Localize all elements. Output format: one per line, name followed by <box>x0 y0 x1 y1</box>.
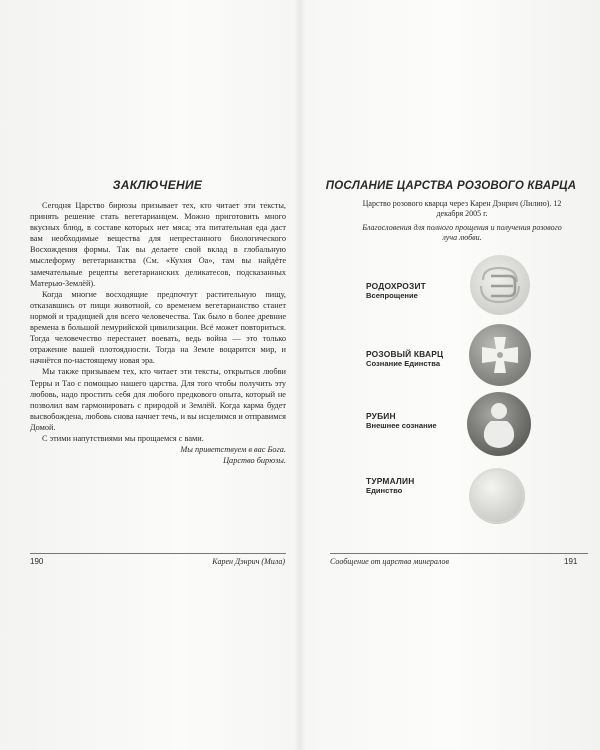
paragraph: Сегодня Царство бирюзы призывает тех, кто читает эти тексты, принять решение стать вегетарианцем. Можно приготовить много вкусных блюд, в составе которых нет мяса; эта питательная еда даст вам необходимые вещества для непрестанного биологического Восхождения формы. Так вы делаете свой вклад в глобальную мыслеформу вегетарианства (См. «Кухня Оа», там вы найдёте замечательные рецепты вегетарианских деликатесов, подсказанных Матерью-Землёй). <box>30 201 286 288</box>
crystal-name: РОДОХРОЗИТ <box>366 281 426 291</box>
paragraph: Мы также призываем тех, кто читает эти тексты, открыться любви Терры и Тао с помощью нашего царства. Для того чтобы получить эту любовь, надо простить себя для любого предкового опыта, который не позволил вам гармонировать с природой и Землёй. Когда карма будет высвобождена, любовь снова начнет течь, и вы исцелимся и отправимся Домой. <box>30 367 286 432</box>
right-page <box>302 0 600 750</box>
footer-rule <box>30 553 286 554</box>
crystal-quality: Сознание Единства <box>366 359 441 368</box>
crystal-name: РОЗОВЫЙ КВАРЦ <box>366 349 444 359</box>
signature-line: Царство бирюзы. <box>223 456 286 466</box>
crystal-rose-quartz <box>366 349 443 369</box>
page-number: 191 <box>564 557 578 566</box>
crystal-quality: Внешнее сознание <box>366 421 437 430</box>
rhodochrosite-symbol-icon <box>469 254 531 316</box>
crystal-tourmaline <box>366 476 414 496</box>
crystal-quality: Всепрощение <box>366 291 418 300</box>
left-page <box>0 0 298 750</box>
page-number: 190 <box>30 557 44 566</box>
left-page-title: ЗАКЛЮЧЕНИЕ <box>112 178 203 192</box>
left-page-body <box>30 200 286 466</box>
ruby-symbol-icon <box>466 391 532 457</box>
paragraph: С этими напутствиями мы прощаемся с вами. <box>42 433 204 443</box>
signature-line: Мы приветствуем в вас Бога. <box>180 445 286 455</box>
rose-quartz-symbol-icon <box>468 323 532 387</box>
crystal-name: ТУРМАЛИН <box>366 476 415 486</box>
channeling-source: Царство розового кварца через Карен Дэнрич (Лилию). 12 декабря 2005 г. <box>362 199 562 218</box>
blessing-text: Благословения для полного прощения и получения розового луча любви. <box>362 223 562 242</box>
crystal-quality: Единство <box>366 486 403 495</box>
crystal-name: РУБИН <box>366 411 396 421</box>
paragraph: Когда многие восходящие предпочтут растительную пищу, отказавшись от пищи животной, со временем вегетарианство станет нормой и традицией для всего человечества. Так было в более древние времена в большой лемурийской цивилизации. Всё может повториться. Тогда человечество перестанет воевать, ведь война — это только отражение вашей плотоядности. Тогда на Земле воцарится мир, и начнётся по-настоящему новая эра. <box>30 289 286 366</box>
running-footer: Сообщение от царства минералов <box>330 557 449 566</box>
tourmaline-symbol-icon <box>468 467 526 525</box>
running-footer: Карен Дэнрич (Мила) <box>212 557 285 566</box>
crystal-rhodochrosite <box>366 281 426 301</box>
footer-rule <box>330 553 588 554</box>
crystal-ruby <box>366 411 437 431</box>
right-page-title: ПОСЛАНИЕ ЦАРСТВА РОЗОВОГО КВАРЦА <box>325 180 577 192</box>
